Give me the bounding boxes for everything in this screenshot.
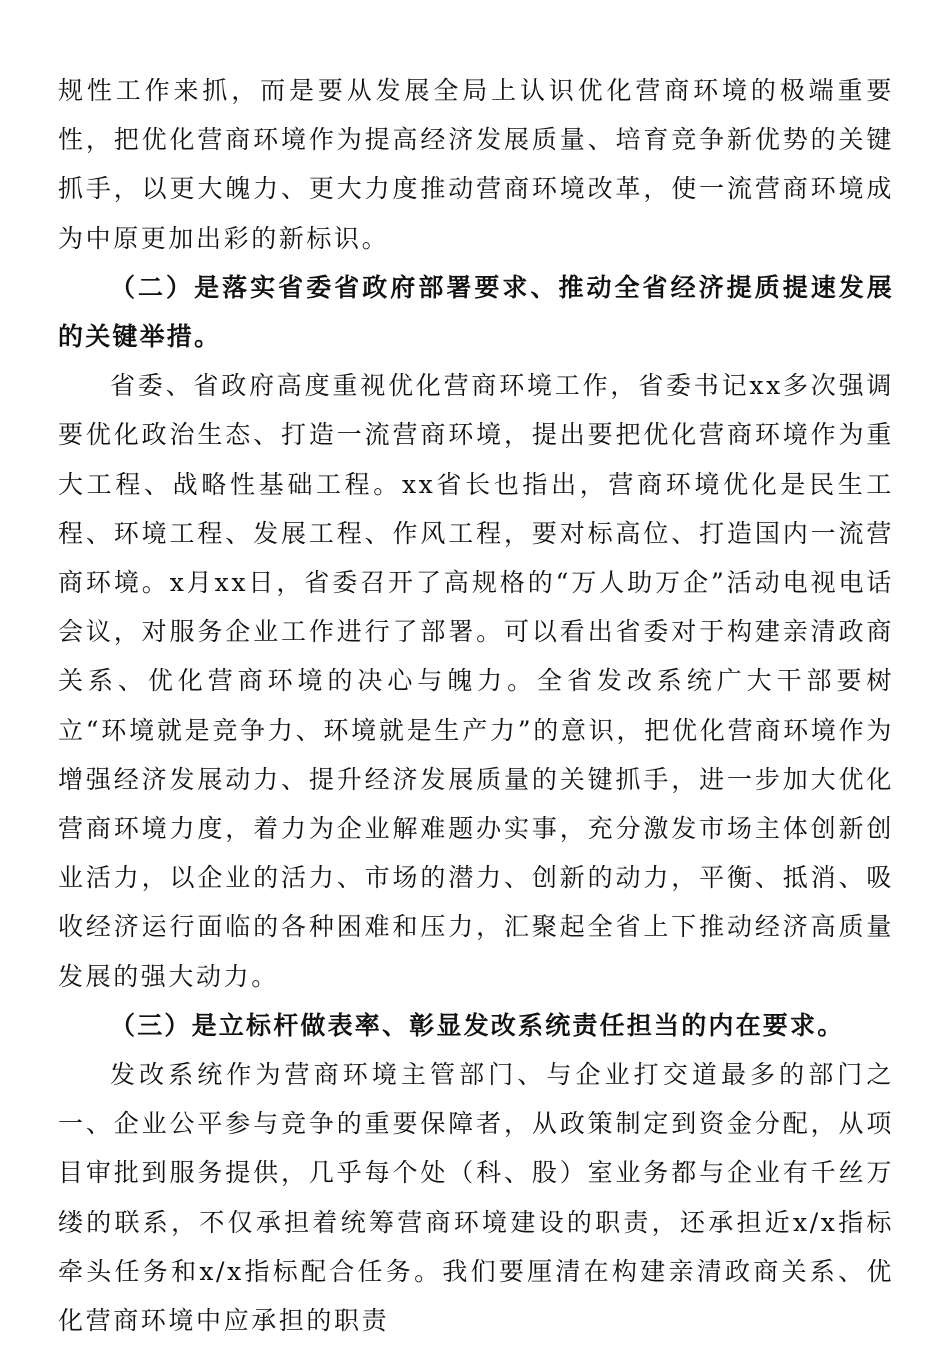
section-heading-2: （二）是落实省委省政府部署要求、推动全省经济提质提速发展的关键举措。	[58, 272, 894, 352]
document-page	[58, 66, 894, 1345]
section-heading-3: （三）是立标杆做表率、彰显发改系统责任担当的内在要求。	[110, 1010, 845, 1040]
paragraph-continuation: 规性工作来抓，而是要从发展全局上认识优化营商环境的极端重要性，把优化营商环境作为提高经济发展质量、培育竞争新优势的关键抓手，以更大魄力、更大力度推动营商环境改革，使一流营商环境成为中原更加出彩的新标识。	[58, 76, 894, 253]
paragraph-provincial-requirements: 省委、省政府高度重视优化营商环境工作，省委书记xx多次强调要优化政治生态、打造一流营商环境，提出要把优化营商环境作为重大工程、战略性基础工程。xx省长也指出，营商环境优化是民生工程、环境工程、发展工程、作风工程，要对标高位、打造国内一流营商环境。x月xx日，省委召开了高规格的“万人助万企”活动电视电话会议，对服务企业工作进行了部署。可以看出省委对于构建亲清政商关系、优化营商环境的决心与魄力。全省发改系统广大干部要树立“环境就是竞争力、环境就是生产力”的意识，把优化营商环境作为增强经济发展动力、提升经济发展质量的关键抓手，进一步加大优化营商环境力度，着力为企业解难题办实事，充分激发市场主体创新创业活力，以企业的活力、市场的潜力、创新的动力，平衡、抵消、吸收经济运行面临的各种困难和压力，汇聚起全省上下推动经济高质量发展的强大动力。	[58, 371, 894, 991]
paragraph-system-responsibility: 发改系统作为营商环境主管部门、与企业打交道最多的部门之一、企业公平参与竞争的重要保障者，从政策制定到资金分配，从项目审批到服务提供，几乎每个处（科、股）室业务都与企业有千丝万缕的联系，不仅承担着统筹营商环境建设的职责，还承担近x/x指标牵头任务和x/x指标配合任务。我们要厘清在构建亲清政商关系、优化营商环境中应承担的职责	[58, 1060, 894, 1336]
